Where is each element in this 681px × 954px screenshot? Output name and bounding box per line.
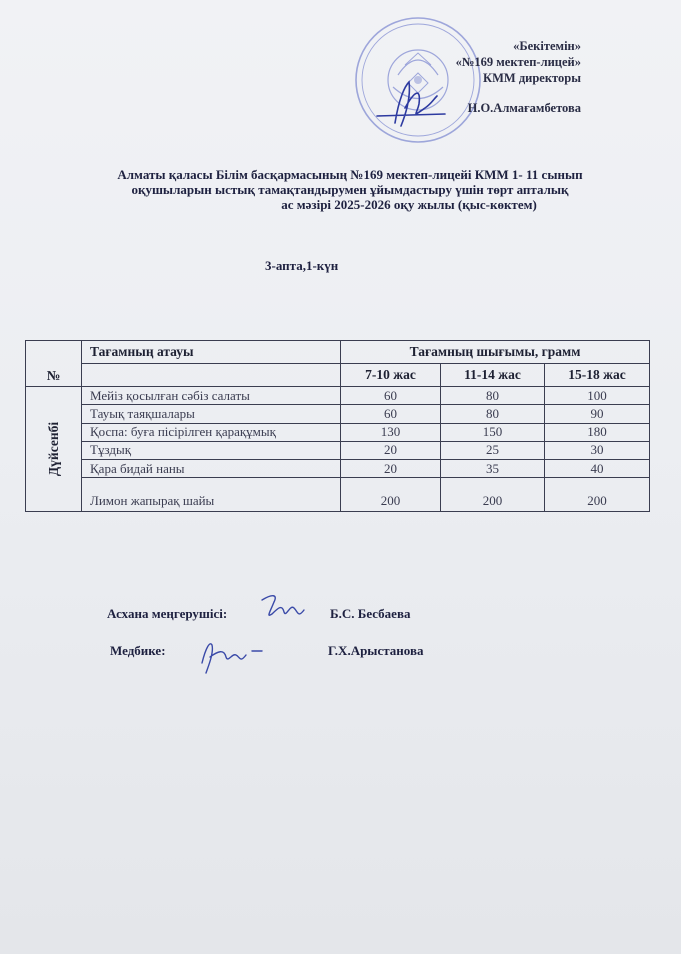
header-yield: Тағамның шығымы, грамм <box>341 341 650 364</box>
table-row <box>26 478 650 512</box>
qty-7-10: 20 <box>341 460 441 478</box>
day-label: Дүйсенбі <box>45 421 61 477</box>
table-subheader-row <box>26 364 650 387</box>
nurse-signature <box>202 644 262 673</box>
day-cell <box>26 387 82 512</box>
qty-11-14: 80 <box>441 405 545 423</box>
header-age-group: 11-14 жас <box>441 364 545 387</box>
nurse-label: Медбике: <box>110 643 166 658</box>
title-line-2: оқушыларын ыстық тамақтандырумен ұйымдастыру үшін төрт апталық <box>131 182 569 197</box>
table-row <box>26 387 650 405</box>
cook-label: Асхана меңгерушісі: <box>107 606 228 621</box>
qty-7-10: 130 <box>341 423 441 441</box>
qty-11-14: 80 <box>441 387 545 405</box>
qty-15-18: 40 <box>545 460 650 478</box>
qty-11-14: 150 <box>441 423 545 441</box>
qty-15-18: 90 <box>545 405 650 423</box>
title-line-3: ас мәзірі 2025-2026 оқу жылы (қыс-көктем) <box>281 197 537 212</box>
header-number: № <box>26 341 82 387</box>
table-row <box>26 405 650 423</box>
table-row <box>26 423 650 441</box>
nurse-name: Г.Х.Арыстанова <box>328 643 424 658</box>
dish-name: Мейіз қосылған сәбіз салаты <box>82 387 341 405</box>
qty-7-10: 60 <box>341 405 441 423</box>
qty-11-14: 25 <box>441 441 545 459</box>
dish-name: Тауық таяқшалары <box>82 405 341 423</box>
qty-15-18: 200 <box>545 478 650 512</box>
title-line-1: Алматы қаласы Білім басқармасының №169 мектеп-лицейі КММ 1- 11 сынып <box>117 167 583 182</box>
header-age-group: 15-18 жас <box>545 364 650 387</box>
week-day-label: 3-апта,1-күн <box>265 258 339 273</box>
cook-name: Б.С. Бесбаева <box>330 606 411 621</box>
qty-11-14: 200 <box>441 478 545 512</box>
table-row <box>26 441 650 459</box>
approval-line-approve: «Бекітемін» <box>513 39 581 53</box>
qty-7-10: 200 <box>341 478 441 512</box>
dish-name: Лимон жапырақ шайы <box>82 478 341 512</box>
dish-name: Тұздық <box>82 441 341 459</box>
qty-15-18: 180 <box>545 423 650 441</box>
qty-15-18: 100 <box>545 387 650 405</box>
header-dish-blank <box>82 364 341 387</box>
dish-name: Қара бидай наны <box>82 460 341 478</box>
header-dish-name: Тағамның атауы <box>82 341 341 364</box>
dish-name: Қоспа: буға пісірілген қарақұмық <box>82 423 341 441</box>
document-title <box>40 167 660 212</box>
table-row <box>26 460 650 478</box>
qty-7-10: 60 <box>341 387 441 405</box>
approval-line-position: КММ директоры <box>483 71 581 85</box>
qty-15-18: 30 <box>545 441 650 459</box>
approval-block <box>456 38 581 116</box>
table-header-row <box>26 341 650 364</box>
director-signature <box>375 78 450 130</box>
cook-signature <box>258 590 308 628</box>
approval-line-director-name: Н.О.Алмағамбетова <box>467 101 581 115</box>
qty-11-14: 35 <box>441 460 545 478</box>
approval-line-school: «№169 мектеп-лицей» <box>455 55 581 69</box>
header-age-group: 7-10 жас <box>341 364 441 387</box>
qty-7-10: 20 <box>341 441 441 459</box>
menu-table <box>25 340 650 512</box>
